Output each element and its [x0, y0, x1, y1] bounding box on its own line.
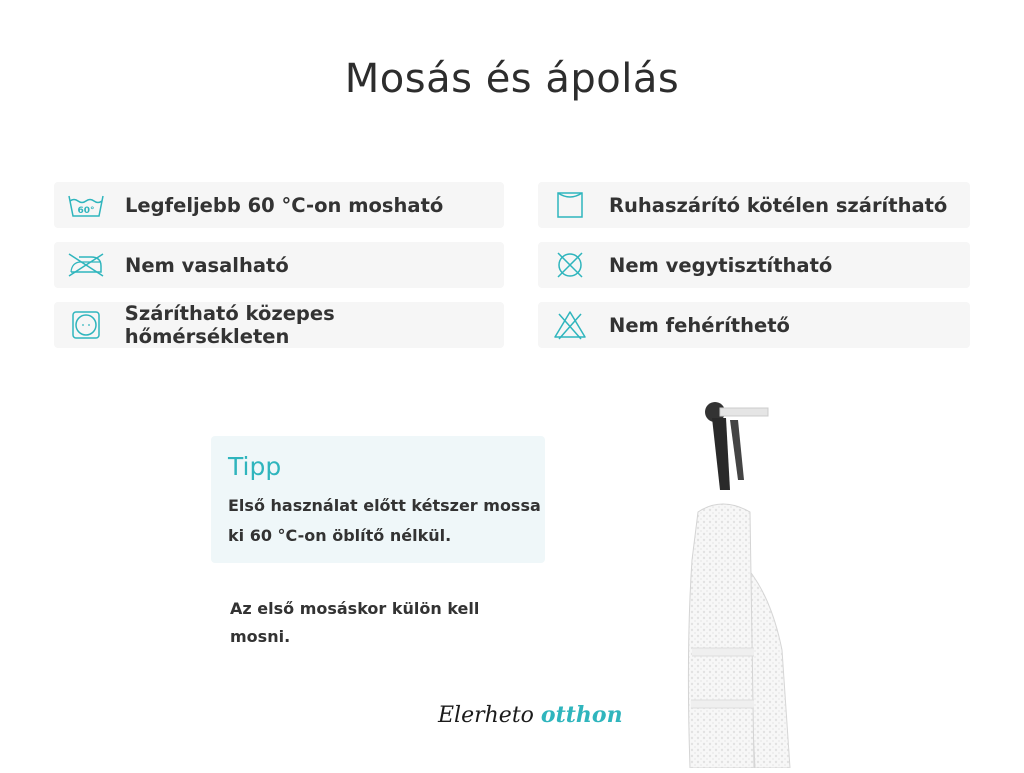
care-label-bleach: Nem fehéríthető — [609, 313, 790, 337]
care-item-bleach — [538, 302, 970, 348]
care-item-wash — [54, 182, 504, 228]
care-label-wash: Legfeljebb 60 °C-on mosható — [125, 193, 444, 217]
care-item-tumble-dry — [54, 302, 504, 348]
line-dry-icon — [551, 190, 589, 220]
brand-part-2: otthon — [540, 702, 623, 728]
care-label-iron: Nem vasalható — [125, 253, 289, 277]
no-iron-icon — [67, 250, 105, 280]
note-text: Az első mosáskor külön kell mosni. — [230, 599, 480, 646]
care-label-tumble-dry: Szárítható közepes hőmérsékleten — [124, 302, 335, 348]
tumble-dry-medium-icon — [67, 310, 105, 340]
no-dry-clean-icon — [551, 250, 589, 280]
care-label-dry-clean: Nem vegytisztítható — [609, 253, 833, 277]
hanging-towel-image — [660, 400, 800, 768]
care-item-iron — [54, 242, 504, 288]
tip-title: Tipp — [228, 452, 282, 481]
no-bleach-icon — [551, 310, 589, 340]
brand-part-1: Elerheto — [438, 703, 534, 728]
brand-logo — [438, 702, 623, 746]
wash-temp-label: 60° — [77, 206, 95, 216]
wash-60-icon — [67, 190, 105, 220]
page-title: Mosás és ápolás — [344, 56, 680, 102]
tip-box — [211, 436, 545, 563]
care-item-dry-clean — [538, 242, 970, 288]
care-label-line-dry: Ruhaszárító kötélen szárítható — [609, 193, 948, 217]
care-item-line-dry — [538, 182, 970, 228]
tip-text: Első használat előtt kétszer mossa ki 60 °C-on öblítő nélkül. — [228, 496, 541, 545]
